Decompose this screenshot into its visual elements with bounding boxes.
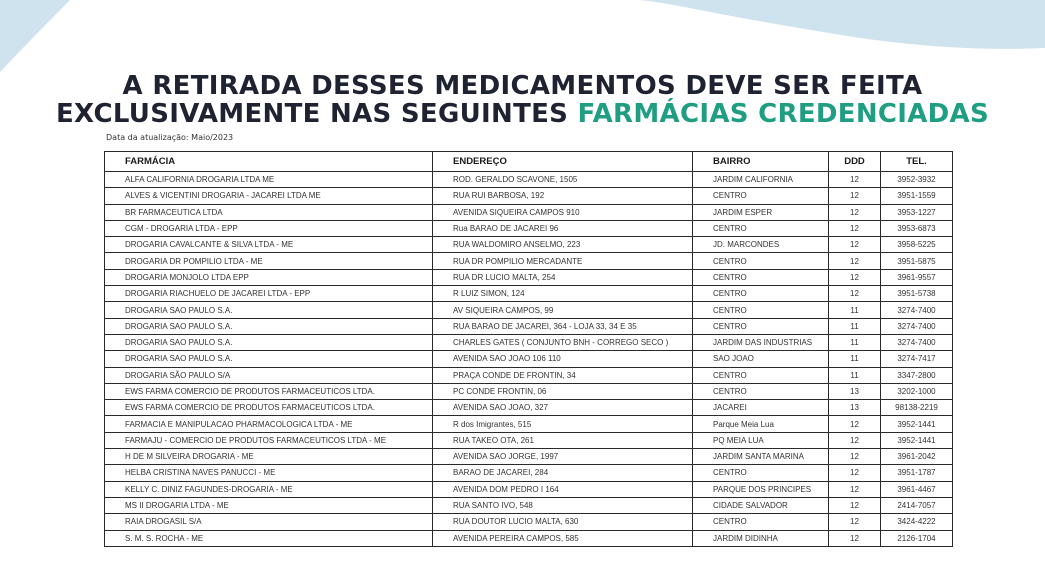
cell-farmacia: CGM - DROGARIA LTDA - EPP <box>105 220 433 236</box>
table-header-row <box>105 152 953 172</box>
cell-bairro: JACAREI <box>693 400 829 416</box>
cell-ddd: 12 <box>829 172 881 188</box>
cell-ddd: 12 <box>829 286 881 302</box>
cell-endereco: AVENIDA SAO JOAO, 327 <box>433 400 693 416</box>
cell-bairro: Parque Meia Lua <box>693 416 829 432</box>
table-row <box>105 530 953 546</box>
cell-endereco: RUA TAKEO OTA, 261 <box>433 432 693 448</box>
cell-farmacia: DROGARIA DR POMPILIO LTDA - ME <box>105 253 433 269</box>
cell-tel: 3202-1000 <box>881 383 953 399</box>
cell-tel: 3953-6873 <box>881 220 953 236</box>
heading-line-2 <box>0 100 1045 128</box>
cell-farmacia: FARMAJU - COMERCIO DE PRODUTOS FARMACEUTICOS LTDA - ME <box>105 432 433 448</box>
cell-farmacia: HELBA CRISTINA NAVES PANUCCI - ME <box>105 465 433 481</box>
cell-bairro: CENTRO <box>693 269 829 285</box>
table-row <box>105 188 953 204</box>
table-row <box>105 237 953 253</box>
cell-tel: 2126-1704 <box>881 530 953 546</box>
cell-endereco: PRAÇA CONDE DE FRONTIN, 34 <box>433 367 693 383</box>
cell-endereco: CHARLES GATES ( CONJUNTO BNH - CORREGO SECO ) <box>433 334 693 350</box>
table-row <box>105 400 953 416</box>
cell-bairro: CENTRO <box>693 514 829 530</box>
cell-endereco: RUA DOUTOR LUCIO MALTA, 630 <box>433 514 693 530</box>
cell-endereco: BARAO DE JACAREI, 284 <box>433 465 693 481</box>
header-ddd: DDD <box>829 152 881 172</box>
cell-farmacia: EWS FARMA COMERCIO DE PRODUTOS FARMACEUTICOS LTDA. <box>105 400 433 416</box>
cell-farmacia: DROGARIA MONJOLO LTDA EPP <box>105 269 433 285</box>
cell-ddd: 12 <box>829 253 881 269</box>
cell-tel: 3951-1559 <box>881 188 953 204</box>
cell-ddd: 12 <box>829 465 881 481</box>
cell-bairro: JARDIM DIDINHA <box>693 530 829 546</box>
header-tel: TEL. <box>881 152 953 172</box>
cell-ddd: 12 <box>829 449 881 465</box>
table-row <box>105 367 953 383</box>
cell-farmacia: DROGARIA SAO PAULO S.A. <box>105 351 433 367</box>
pharmacy-table <box>104 151 953 547</box>
cell-farmacia: DROGARIA SAO PAULO S.A. <box>105 334 433 350</box>
cell-ddd: 12 <box>829 237 881 253</box>
cell-tel: 3951-5738 <box>881 286 953 302</box>
cell-tel: 2414-7057 <box>881 497 953 513</box>
cell-ddd: 13 <box>829 383 881 399</box>
header-farmacia: FARMÁCIA <box>105 152 433 172</box>
cell-farmacia: DROGARIA SAO PAULO S.A. <box>105 318 433 334</box>
cell-endereco: ROD. GERALDO SCAVONE, 1505 <box>433 172 693 188</box>
cell-bairro: CENTRO <box>693 367 829 383</box>
cell-ddd: 12 <box>829 497 881 513</box>
cell-endereco: RUA SANTO IVO, 548 <box>433 497 693 513</box>
heading-accent-text: FARMÁCIAS CREDENCIADAS <box>577 99 989 129</box>
cell-farmacia: H DE M SILVEIRA DROGARIA - ME <box>105 449 433 465</box>
cell-endereco: RUA RUI BARBOSA, 192 <box>433 188 693 204</box>
cell-farmacia: BR FARMACEUTICA LTDA <box>105 204 433 220</box>
table-row <box>105 302 953 318</box>
cell-bairro: CENTRO <box>693 302 829 318</box>
cell-farmacia: KELLY C. DINIZ FAGUNDES-DROGARIA - ME <box>105 481 433 497</box>
cell-ddd: 12 <box>829 220 881 236</box>
cell-bairro: CIDADE SALVADOR <box>693 497 829 513</box>
cell-ddd: 12 <box>829 514 881 530</box>
cell-endereco: RUA DR POMPILIO MERCADANTE <box>433 253 693 269</box>
cell-tel: 3274-7400 <box>881 318 953 334</box>
cell-endereco: AVENIDA PEREIRA CAMPOS, 585 <box>433 530 693 546</box>
cell-farmacia: DROGARIA CAVALCANTE & SILVA LTDA - ME <box>105 237 433 253</box>
cell-farmacia: RAIA DROGASIL S/A <box>105 514 433 530</box>
table-row <box>105 481 953 497</box>
cell-ddd: 11 <box>829 318 881 334</box>
table-row <box>105 514 953 530</box>
cell-tel: 3961-4467 <box>881 481 953 497</box>
cell-endereco: AVENIDA SAO JOAO 106 110 <box>433 351 693 367</box>
cell-tel: 3958-5225 <box>881 237 953 253</box>
cell-ddd: 12 <box>829 204 881 220</box>
table-row <box>105 465 953 481</box>
cell-tel: 3424-4222 <box>881 514 953 530</box>
cell-bairro: JARDIM DAS INDUSTRIAS <box>693 334 829 350</box>
cell-farmacia: EWS FARMA COMERCIO DE PRODUTOS FARMACEUTICOS LTDA. <box>105 383 433 399</box>
page-heading <box>0 72 1045 128</box>
cell-endereco: RUA BARAO DE JACAREI, 364 - LOJA 33, 34 E 35 <box>433 318 693 334</box>
cell-bairro: CENTRO <box>693 465 829 481</box>
cell-ddd: 12 <box>829 416 881 432</box>
table-row <box>105 220 953 236</box>
cell-ddd: 12 <box>829 269 881 285</box>
cell-farmacia: DROGARIA SAO PAULO S.A. <box>105 302 433 318</box>
cell-ddd: 11 <box>829 334 881 350</box>
cell-tel: 3274-7400 <box>881 334 953 350</box>
cell-farmacia: DROGARIA RIACHUELO DE JACAREI LTDA - EPP <box>105 286 433 302</box>
heading-line-1: A RETIRADA DESSES MEDICAMENTOS DEVE SER FEITA <box>122 71 923 101</box>
cell-farmacia: ALVES & VICENTINI DROGARIA - JACAREI LTDA ME <box>105 188 433 204</box>
cell-farmacia: MS II DROGARIA LTDA - ME <box>105 497 433 513</box>
wave-right-shape <box>640 0 1045 49</box>
cell-tel: 3274-7400 <box>881 302 953 318</box>
cell-tel: 3961-2042 <box>881 449 953 465</box>
cell-farmacia: DROGARIA SÃO PAULO S/A <box>105 367 433 383</box>
cell-farmacia: ALFA CALIFORNIA DROGARIA LTDA ME <box>105 172 433 188</box>
cell-tel: 3347-2800 <box>881 367 953 383</box>
table-row <box>105 253 953 269</box>
update-date-note: Data da atualização: Maio/2023 <box>106 133 234 142</box>
cell-bairro: PQ MEIA LUA <box>693 432 829 448</box>
table-body <box>105 172 953 547</box>
cell-tel: 3274-7417 <box>881 351 953 367</box>
cell-bairro: JD. MARCONDES <box>693 237 829 253</box>
cell-bairro: CENTRO <box>693 220 829 236</box>
table-row <box>105 432 953 448</box>
cell-ddd: 12 <box>829 481 881 497</box>
cell-bairro: SAO JOAO <box>693 351 829 367</box>
table-row <box>105 318 953 334</box>
cell-tel: 3953-1227 <box>881 204 953 220</box>
cell-ddd: 12 <box>829 530 881 546</box>
cell-tel: 3952-3932 <box>881 172 953 188</box>
table-row <box>105 172 953 188</box>
cell-bairro: CENTRO <box>693 188 829 204</box>
cell-tel: 3952-1441 <box>881 432 953 448</box>
cell-bairro: CENTRO <box>693 286 829 302</box>
cell-endereco: AVENIDA DOM PEDRO I 164 <box>433 481 693 497</box>
cell-ddd: 12 <box>829 432 881 448</box>
cell-bairro: JARDIM SANTA MARINA <box>693 449 829 465</box>
cell-farmacia: S. M. S. ROCHA - ME <box>105 530 433 546</box>
table-row <box>105 416 953 432</box>
cell-endereco: RUA DR LUCIO MALTA, 254 <box>433 269 693 285</box>
cell-ddd: 12 <box>829 188 881 204</box>
decorative-wave <box>0 0 1045 80</box>
header-bairro: BAIRRO <box>693 152 829 172</box>
heading-line-2-prefix: EXCLUSIVAMENTE NAS SEGUINTES <box>56 99 578 129</box>
cell-endereco: AVENIDA SAO JORGE, 1997 <box>433 449 693 465</box>
cell-tel: 3952-1441 <box>881 416 953 432</box>
cell-ddd: 11 <box>829 302 881 318</box>
table-row <box>105 383 953 399</box>
table-row <box>105 449 953 465</box>
cell-endereco: R dos Imigrantes, 515 <box>433 416 693 432</box>
cell-bairro: PARQUE DOS PRINCIPES <box>693 481 829 497</box>
cell-endereco: AVENIDA SIQUEIRA CAMPOS 910 <box>433 204 693 220</box>
cell-ddd: 11 <box>829 367 881 383</box>
cell-bairro: JARDIM ESPER <box>693 204 829 220</box>
cell-tel: 3951-1787 <box>881 465 953 481</box>
cell-bairro: CENTRO <box>693 253 829 269</box>
cell-endereco: R LUIZ SIMON, 124 <box>433 286 693 302</box>
table-row <box>105 351 953 367</box>
cell-tel: 98138-2219 <box>881 400 953 416</box>
cell-endereco: AV SIQUEIRA CAMPOS, 99 <box>433 302 693 318</box>
table-row <box>105 497 953 513</box>
table-row <box>105 334 953 350</box>
table-row <box>105 269 953 285</box>
cell-tel: 3951-5875 <box>881 253 953 269</box>
cell-tel: 3961-9557 <box>881 269 953 285</box>
table-row <box>105 286 953 302</box>
cell-endereco: PC CONDE FRONTIN, 06 <box>433 383 693 399</box>
table-row <box>105 204 953 220</box>
cell-farmacia: FARMACIA E MANIPULACAO PHARMACOLOGICA LTDA - ME <box>105 416 433 432</box>
cell-ddd: 11 <box>829 351 881 367</box>
cell-endereco: Rua BARAO DE JACAREI 96 <box>433 220 693 236</box>
cell-ddd: 13 <box>829 400 881 416</box>
cell-bairro: CENTRO <box>693 383 829 399</box>
cell-endereco: RUA WALDOMIRO ANSELMO, 223 <box>433 237 693 253</box>
header-endereco: ENDEREÇO <box>433 152 693 172</box>
cell-bairro: JARDIM CALIFORNIA <box>693 172 829 188</box>
cell-bairro: CENTRO <box>693 318 829 334</box>
wave-left-shape <box>0 0 70 72</box>
